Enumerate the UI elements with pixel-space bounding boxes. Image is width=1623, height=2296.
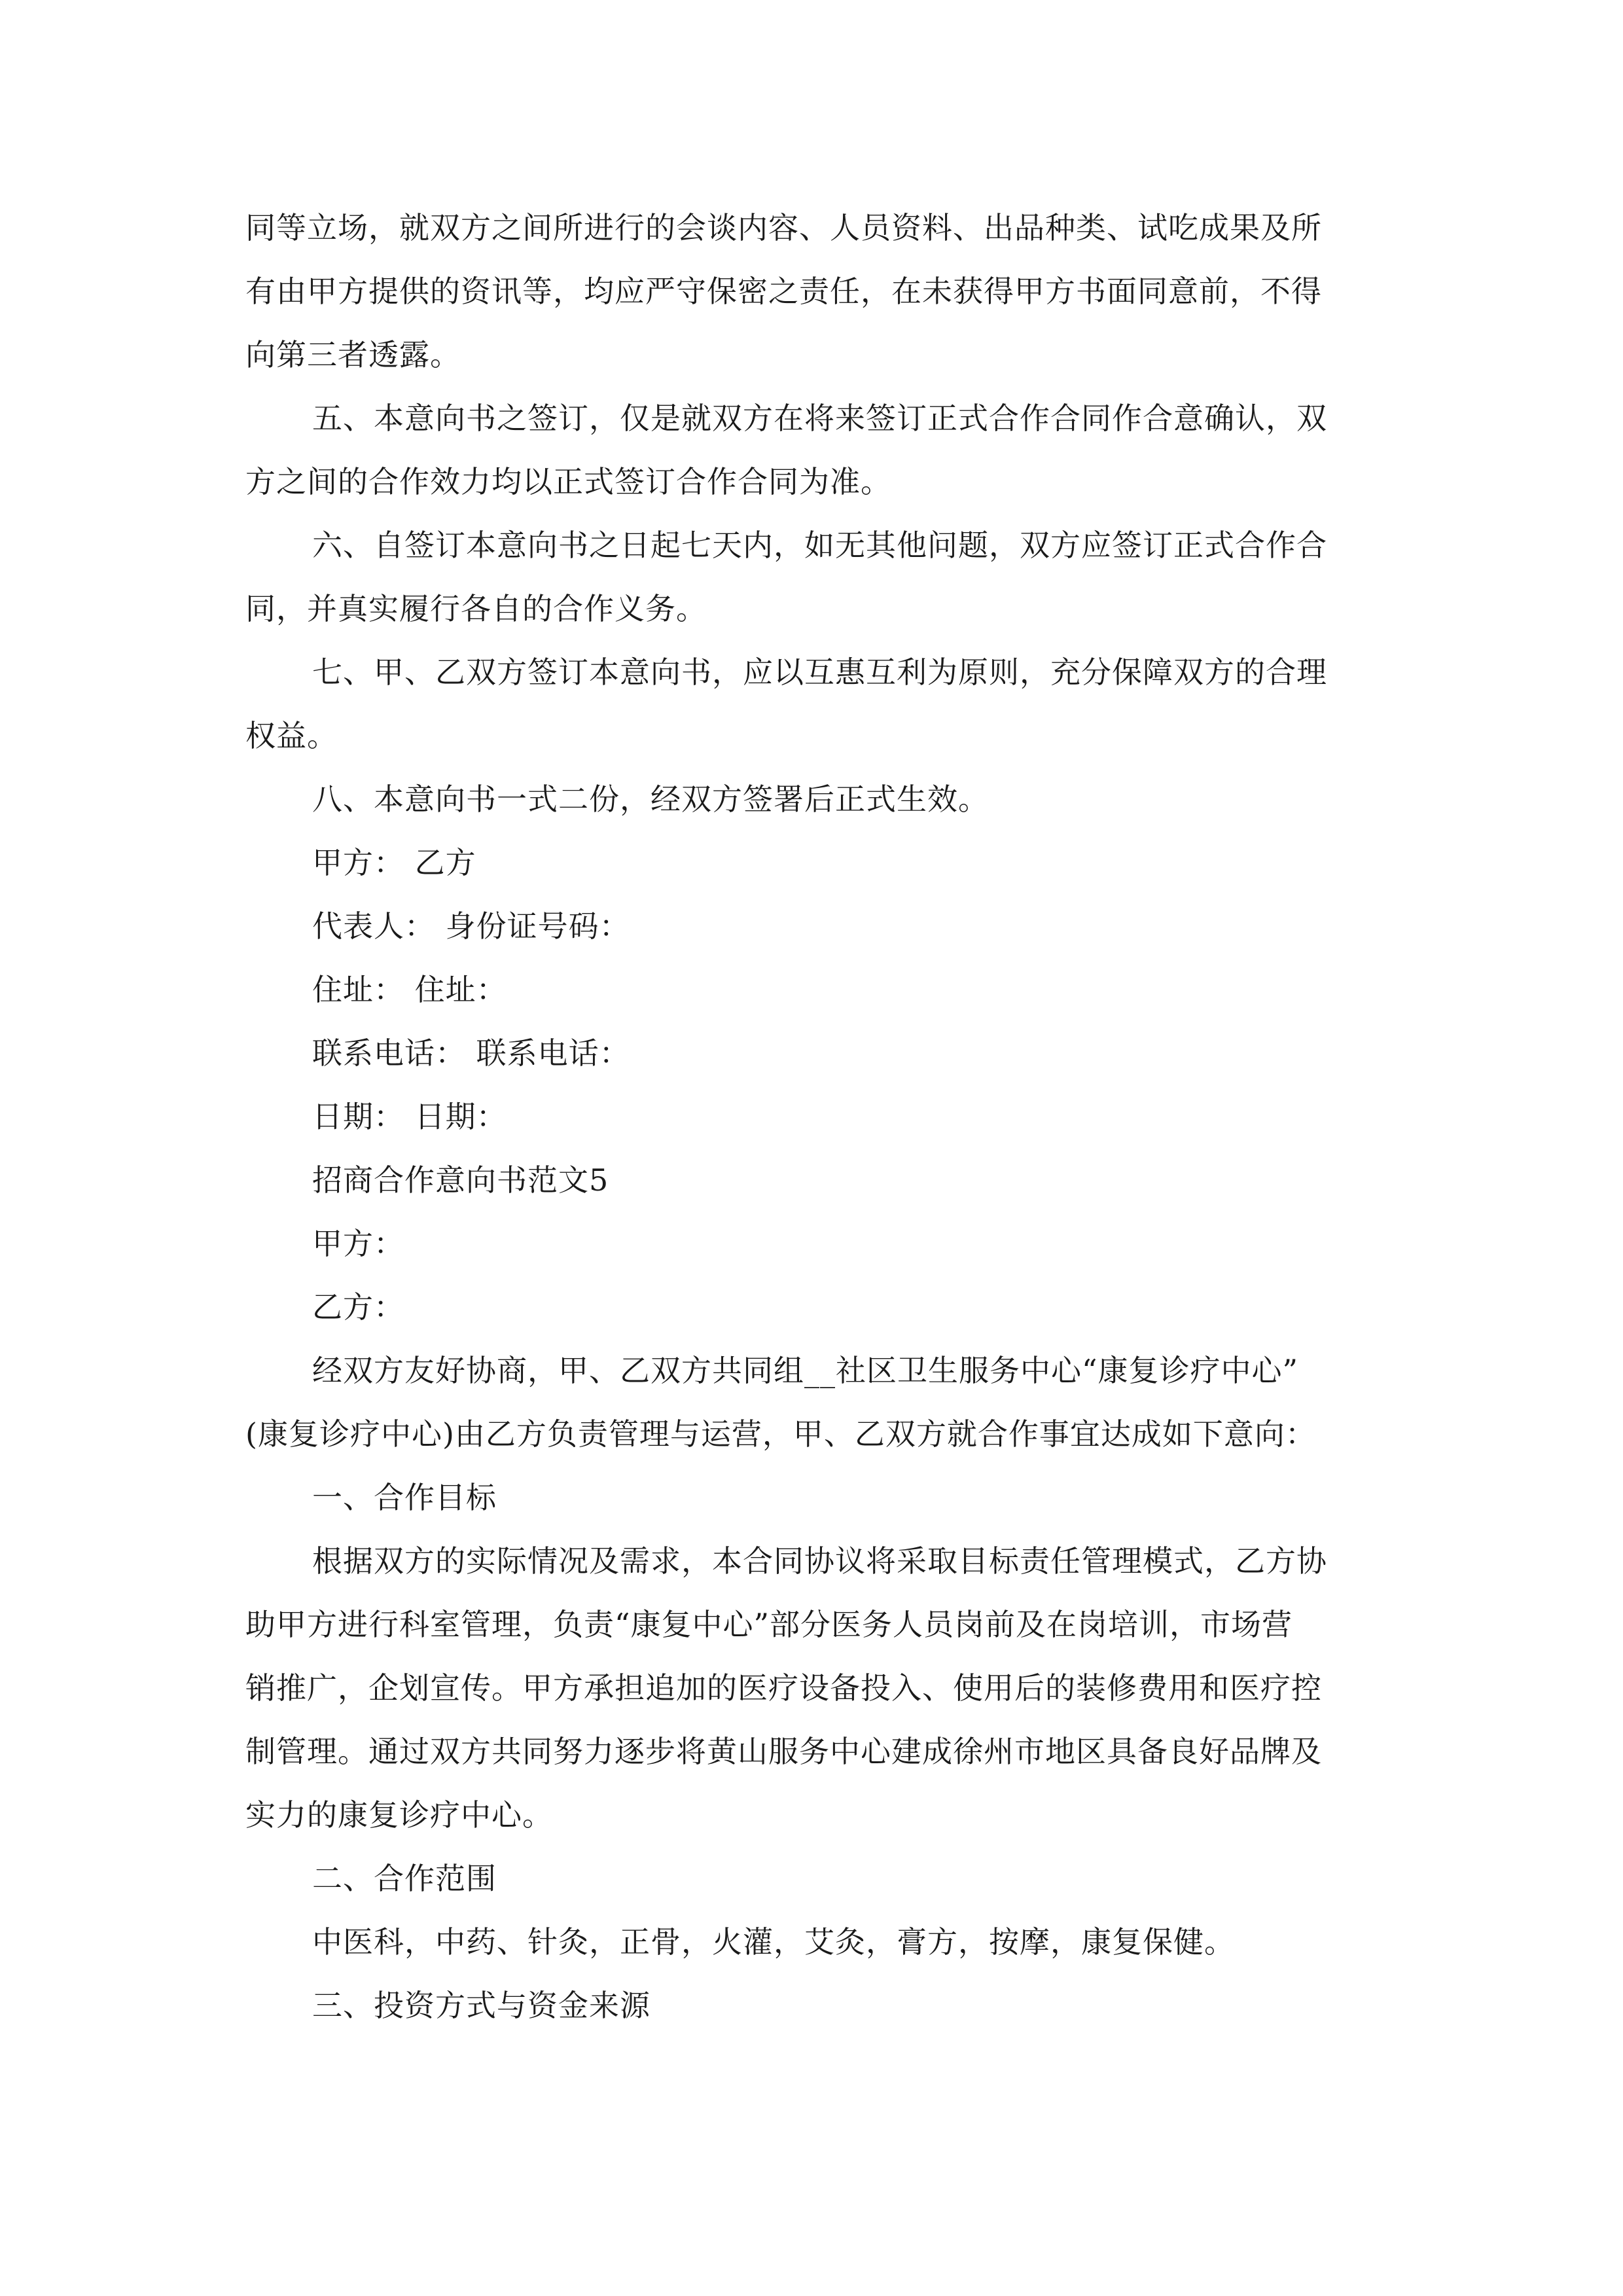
- paragraph-line: 方之间的合作效力均以正式签订合作合同为准。: [245, 464, 891, 499]
- section-heading: 三、投资方式与资金来源: [312, 1988, 651, 2023]
- paragraph-line: 销推广，企划宣传。甲方承担追加的医疗设备投入、使用后的装修费用和医疗控: [245, 1670, 1322, 1706]
- party-line: 乙方：: [312, 1289, 404, 1325]
- signature-line: 代表人： 身份证号码：: [312, 908, 630, 944]
- party-line: 甲方：: [312, 1226, 404, 1261]
- paragraph-line: 中医科，中药、针灸，正骨，火灌，艾灸，膏方，按摩，康复保健。: [312, 1924, 1235, 1960]
- paragraph-line: 实力的康复诊疗中心。: [245, 1797, 553, 1833]
- paragraph-line: 有由甲方提供的资讯等，均应严守保密之责任，在未获得甲方书面同意前，不得: [245, 274, 1322, 309]
- paragraph-line: 权益。: [245, 718, 338, 753]
- signature-line: 住址： 住址：: [312, 972, 507, 1007]
- paragraph-line: 经双方友好协商，甲、乙双方共同组__社区卫生服务中心“康复诊疗中心”: [312, 1353, 1299, 1388]
- section-heading: 二、合作范围: [312, 1861, 497, 1896]
- document-page: [245, 196, 1378, 2037]
- signature-line: 联系电话： 联系电话：: [312, 1035, 630, 1071]
- paragraph-line: 七、甲、乙双方签订本意向书，应以互惠互利为原则，充分保障双方的合理: [312, 655, 1327, 690]
- paragraph-line: 同，并真实履行各自的合作义务。: [245, 591, 707, 626]
- paragraph-line: 根据双方的实际情况及需求，本合同协议将采取目标责任管理模式，乙方协: [312, 1543, 1327, 1579]
- paragraph-line: 八、本意向书一式二份，经双方签署后正式生效。: [312, 781, 989, 817]
- section-heading: 一、合作目标: [312, 1480, 497, 1515]
- paragraph-line: 六、自签订本意向书之日起七天内，如无其他问题，双方应签订正式合作合: [312, 528, 1327, 563]
- signature-line: 甲方： 乙方: [312, 845, 476, 880]
- paragraph-line: (康复诊疗中心)由乙方负责管理与运营，甲、乙双方就合作事宜达成如下意向：: [245, 1416, 1316, 1452]
- section-title: 招商合作意向书范文5: [312, 1162, 609, 1198]
- signature-line: 日期： 日期：: [312, 1099, 507, 1134]
- paragraph-line: 制管理。通过双方共同努力逐步将黄山服务中心建成徐州市地区具备良好品牌及: [245, 1734, 1322, 1769]
- paragraph-line: 向第三者透露。: [245, 337, 461, 372]
- paragraph-line: 助甲方进行科室管理，负责“康复中心”部分医务人员岗前及在岗培训，市场营: [245, 1607, 1293, 1642]
- paragraph-line: 同等立场，就双方之间所进行的会谈内容、人员资料、出品种类、试吃成果及所: [245, 210, 1322, 245]
- paragraph-line: 五、本意向书之签订，仅是就双方在将来签订正式合作合同作合意确认，双: [312, 401, 1327, 436]
